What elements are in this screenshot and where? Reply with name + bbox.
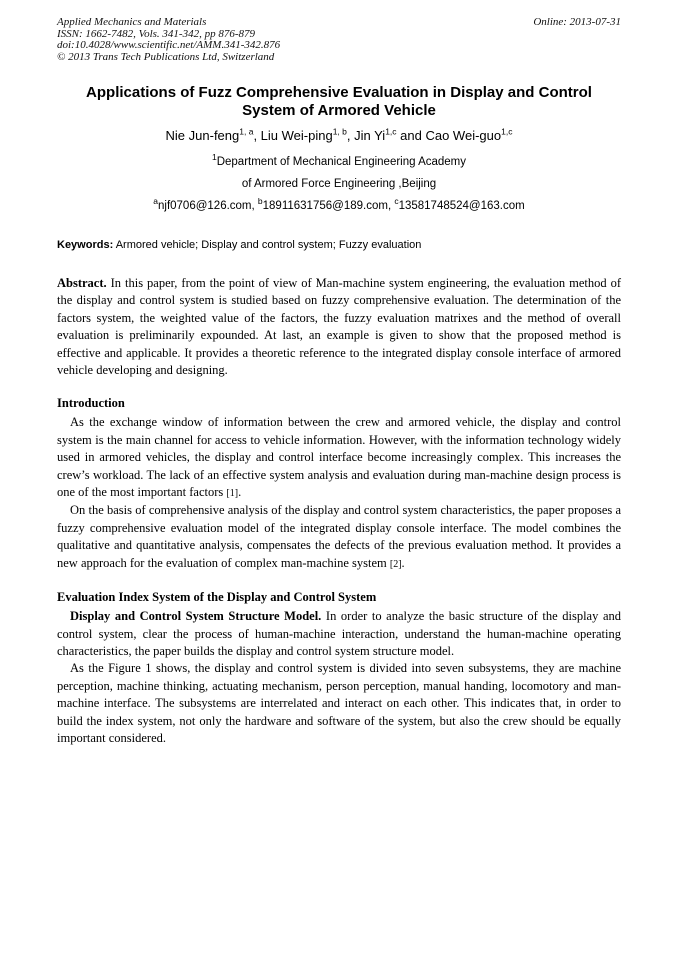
subsection-lead: Display and Control System Structure Model. [70, 609, 322, 624]
email-3 [394, 196, 525, 212]
author-emails [57, 196, 621, 213]
keywords-line [57, 239, 621, 252]
paragraph-text: As the Figure 1 shows, the display and control system is divided into seven subsystems, they are machine perception, machine thinking, actuating mechanism, person perception, manual handing, locomotory and man-machine interface. The subsystems are interrelated and interact on each other. This indicates that, in order to build the index system, not only the hardware and software of the system, but also the crew should be equally important considered. [57, 661, 621, 745]
journal-name: Applied Mechanics and Materials [57, 16, 207, 28]
email-marker: b [257, 196, 263, 207]
author-name: Nie Jun-feng [165, 128, 240, 143]
doi-line: doi:10.4028/www.scientific.net/AMM.341-342.876 [57, 39, 281, 51]
section-heading-introduction: Introduction [57, 396, 125, 411]
author-3 [354, 128, 425, 143]
email-2 [257, 196, 395, 212]
section2-paragraph-2 [57, 660, 621, 747]
paper-title [57, 84, 621, 119]
author-2 [261, 128, 354, 143]
publication-info [57, 17, 280, 63]
author-separator: and [396, 128, 426, 143]
affiliation-line-1 [57, 152, 621, 169]
email-separator: , [251, 200, 258, 212]
paragraph-text: As the exchange window of information between the crew and armored vehicle, the display and control system is the main channel for access to vehicle information. However, with the information technology widely used in armored vehicles, the display and control interface become increasingly complex. This increases the crew’s workload. The lack of an effective system analysis and evaluation during man-machine design process is one of the most important factors [57, 415, 621, 500]
issn-line: ISSN: 1662-7482, Vols. 341-342, pp 876-879 [57, 27, 255, 40]
keywords-label: Keywords: [57, 239, 114, 251]
affiliation-line-2 [57, 178, 621, 191]
author-separator: , [346, 128, 355, 143]
title-line-2: System of Armored Vehicle [242, 101, 436, 119]
section-heading-evaluation-index-system: Evaluation Index System of the Display and Control System [57, 590, 377, 605]
email-address: 18911631756@189.com [262, 200, 388, 212]
author-affiliation-marker: 1, a [239, 126, 254, 137]
title-line-1: Applications of Fuzz Comprehensive Evaluation in Display and Control [86, 84, 592, 101]
author-affiliation-marker: 1,c [385, 126, 397, 137]
affiliation-marker: 1 [211, 152, 217, 163]
paragraph-text: . [401, 555, 405, 570]
author-1 [166, 128, 261, 143]
email-1 [153, 196, 258, 212]
abstract-text: In this paper, from the point of view of Man-machine system engineering, the evaluation method of the display and control system is studied based on fuzzy comprehensive evaluation. The determination of the factors system, the weighted value of the factors, the fuzzy evaluation matrixes and the method of overall evaluation is preliminarily expounded. At last, an example is given to show that the proposed method is effective and applicable. It provides a theoretic reference to the integrated display console interface of armored vehicle developing and designing. [57, 276, 621, 378]
abstract-label: Abstract. [57, 276, 107, 290]
authors-line [57, 128, 621, 143]
author-separator: , [253, 128, 261, 143]
section2-paragraph-1 [57, 608, 621, 660]
introduction-paragraph-1 [57, 414, 621, 502]
author-affiliation-marker: 1, b [332, 126, 347, 137]
publication-header [57, 17, 621, 63]
affiliation-text: Department of Mechanical Engineering Academy [216, 156, 467, 168]
paragraph-text: In order to analyze the basic structure of the display and control system, clear the process of human-machine interaction, understand the human-machine operating characteristics, the paper builds the display and control system structure model. [57, 609, 621, 658]
email-marker: a [153, 196, 158, 207]
author-4 [425, 128, 512, 143]
citation-ref-1: [1] [226, 488, 239, 500]
introduction-paragraph-2 [57, 502, 621, 573]
email-address: 13581748524@163.com [398, 200, 525, 212]
email-address: njf0706@126.com [158, 200, 252, 212]
abstract-paragraph [57, 275, 621, 379]
email-separator: , [387, 200, 395, 212]
author-name: Liu Wei-ping [260, 128, 333, 143]
keywords-text: Armored vehicle; Display and control system; Fuzzy evaluation [115, 239, 422, 251]
copyright-line: © 2013 Trans Tech Publications Ltd, Switzerland [57, 50, 275, 63]
author-affiliation-marker: 1,c [501, 126, 513, 137]
affiliation-text: of Armored Force Engineering ,Beijing [241, 178, 437, 190]
paragraph-text: . [238, 485, 242, 500]
citation-ref-2: [2] [389, 558, 402, 570]
author-name: Jin Yi [354, 128, 386, 143]
online-date: Online: 2013-07-31 [533, 16, 621, 28]
email-marker: c [394, 196, 399, 207]
author-name: Cao Wei-guo [425, 128, 502, 143]
paragraph-text: On the basis of comprehensive analysis of the display and control system characteristics, the paper proposes a fuzzy comprehensive evaluation model of the integrated display console interface. The model combines the qualitative and quantitative analysis, compensates the defects of the previous evaluation method. It provides a new approach for the evaluation of complex man-machine system [57, 503, 621, 570]
